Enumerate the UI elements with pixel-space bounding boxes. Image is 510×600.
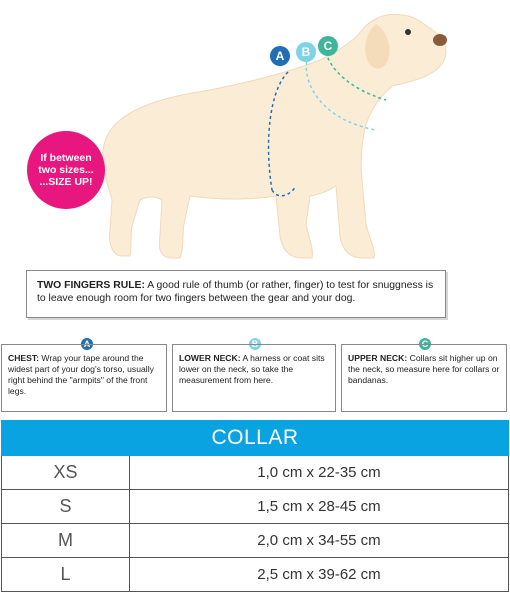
collar-size-table [1, 420, 509, 592]
size-cell: L [2, 558, 130, 592]
two-fingers-rule-box [26, 270, 446, 318]
dimensions-cell: 1,5 cm x 28-45 cm [130, 490, 509, 524]
dog-nose-icon [433, 34, 447, 46]
marker-c-label: C [323, 39, 333, 53]
lower-neck-text: A harness or coat sits lower on the neck, so take the measurement from here. [179, 353, 325, 385]
dog-eye-icon [405, 29, 411, 35]
info-marker-b-label: B [251, 339, 259, 349]
dog-illustration-area [0, 0, 510, 270]
marker-a-icon [270, 46, 290, 66]
upper-neck-info-box [341, 344, 507, 412]
size-up-badge [27, 131, 105, 209]
dimensions-cell: 2,0 cm x 34-55 cm [130, 524, 509, 558]
info-marker-c-label: C [421, 339, 429, 349]
chest-info-box [1, 344, 167, 412]
size-cell: XS [2, 456, 130, 490]
rule-text: A good rule of thumb (or rather, finger) to test for snuggness is to leave enough room for two fingers between the gear and your dog. [37, 280, 434, 304]
upper-neck-text: Collars sit higher up on the neck, so measure here for collars or bandanas. [348, 353, 500, 385]
table-row [2, 524, 509, 558]
badge-line-2: two sizes... [38, 164, 94, 176]
badge-line-3: ...SIZE UP! [39, 176, 93, 188]
chest-label: CHEST: [8, 353, 40, 363]
marker-a-label: A [275, 49, 285, 63]
marker-c-icon [318, 36, 338, 56]
marker-b-label: B [301, 45, 311, 59]
size-cell: S [2, 490, 130, 524]
size-cell: M [2, 524, 130, 558]
table-header-collar: COLLAR [2, 421, 509, 456]
marker-b-icon [296, 42, 316, 62]
rule-label: TWO FINGERS RULE: [37, 280, 145, 291]
dimensions-cell: 1,0 cm x 22-35 cm [130, 456, 509, 490]
chest-text: Wrap your tape around the widest part of your dog's torso, usually right behind the "armpits" of the front legs. [8, 353, 154, 396]
lower-neck-label: LOWER NECK: [179, 353, 241, 363]
table-row [2, 490, 509, 524]
upper-neck-label: UPPER NECK: [348, 353, 408, 363]
badge-line-1: If between [40, 152, 92, 164]
table-row [2, 456, 509, 490]
lower-neck-info-box [172, 344, 336, 412]
info-marker-a-label: A [83, 339, 91, 349]
dimensions-cell: 2,5 cm x 39-62 cm [130, 558, 509, 592]
table-row [2, 558, 509, 592]
